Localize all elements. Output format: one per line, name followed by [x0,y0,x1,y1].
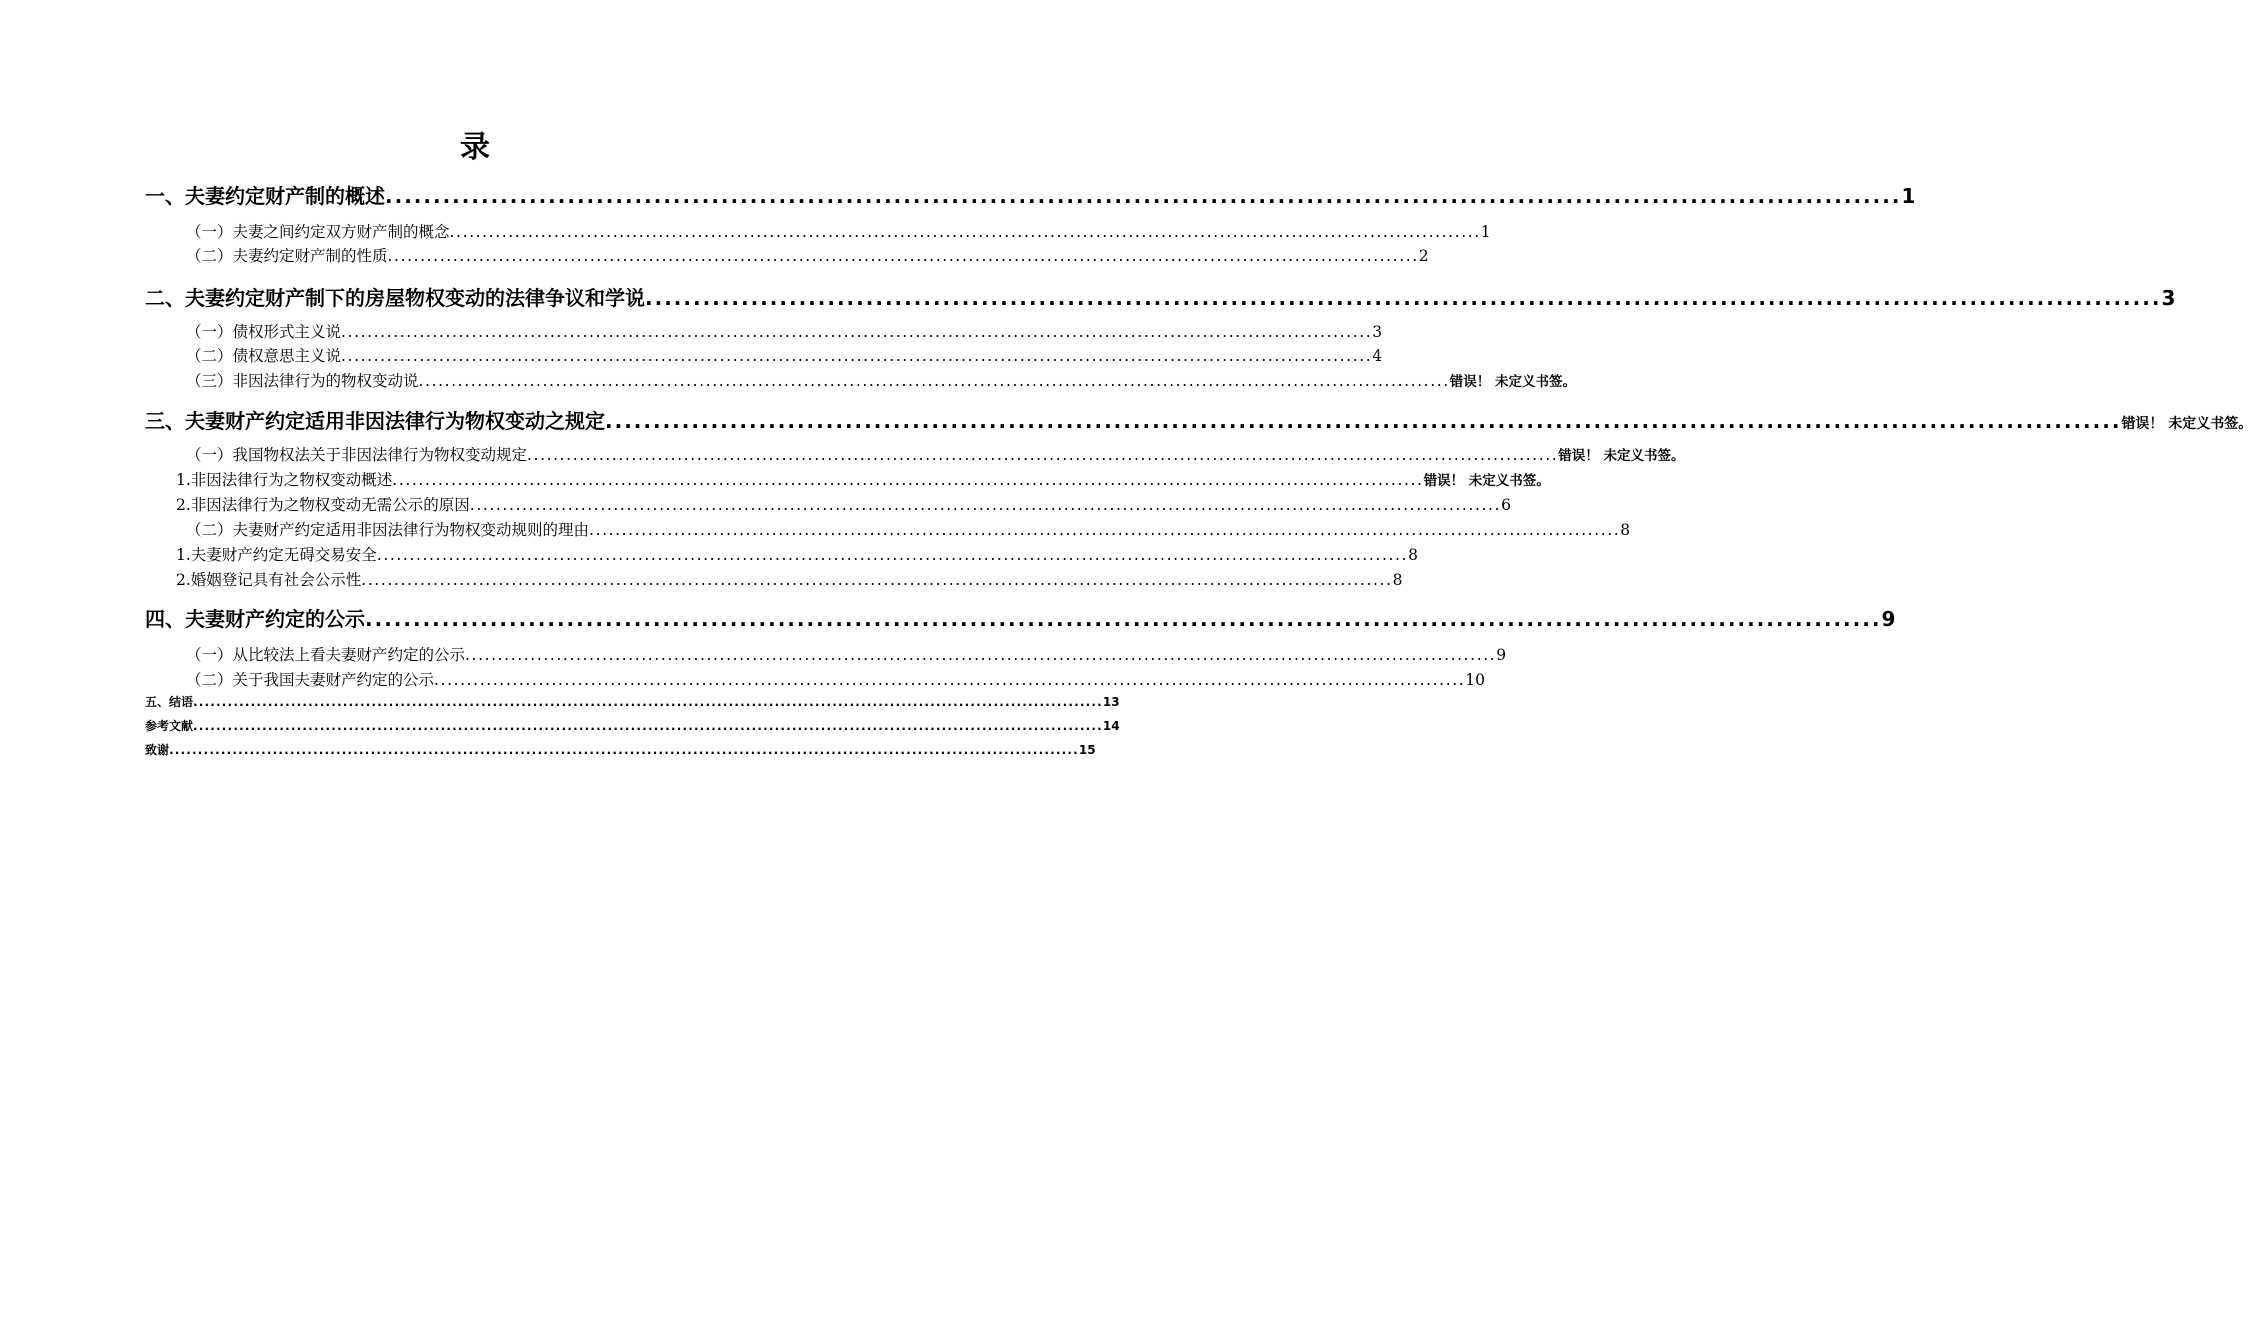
toc-entry-title: （二）夫妻约定财产制的性质 [186,247,388,265]
toc-entry[interactable] [145,717,1120,734]
toc-leader-dots: .............................................................................................................................................................. [365,607,1882,631]
toc-page-number: 13 [1102,695,1120,709]
toc-page-number: 6 [1501,496,1511,514]
toc-entry[interactable] [145,603,1896,632]
toc-entry-title: （一）夫妻之间约定双方财产制的概念 [186,223,450,241]
toc-error-marker: 错误！ 未定义书签。 [1423,473,1550,489]
toc-page-number: 4 [1372,347,1383,365]
toc-leader-dots: .............................................................................................................................................................. [418,372,1450,390]
toc-page-number: 8 [1408,546,1418,564]
toc-leader-dots: .............................................................................................................................................................. [645,286,2162,310]
toc-entry[interactable] [145,405,2252,434]
toc-entry-title: 三、夫妻财产约定适用非因法律行为物权变动之规定 [145,409,605,433]
toc-entry[interactable] [145,180,1916,209]
toc-leader-dots: .............................................................................................................................................................. [376,546,1409,564]
toc-page-number: 3 [1372,323,1383,341]
toc-leader-dots: .............................................................................................................................................................. [469,496,1502,514]
toc-entry-title: （二）债权意思主义说 [186,347,342,365]
toc-leader-dots: .............................................................................................................................................................. [527,446,1559,464]
toc-leader-dots: .............................................................................................................................................................. [465,646,1497,664]
toc-error-marker: 错误！ 未定义书签。 [1449,374,1576,390]
toc-page-number: 14 [1102,719,1120,733]
toc-entry-title: （一）我国物权法关于非因法律行为物权变动规定 [186,446,528,464]
toc-entry[interactable] [145,282,2176,311]
toc-title: 录 [460,130,490,165]
toc-entry-title: （二）关于我国夫妻财产约定的公示 [186,671,435,689]
toc-entry[interactable] [176,493,1511,515]
toc-error-marker: 错误！ 未定义书签。 [1558,448,1685,464]
toc-entry[interactable] [186,369,1576,391]
toc-entry[interactable] [186,244,1429,266]
toc-leader-dots: .............................................................................................................................................................. [589,521,1621,539]
toc-leader-dots: .............................................................................................................................................................. [385,184,1902,208]
toc-page-number: 1 [1480,223,1491,241]
toc-entry-title: 二、夫妻约定财产制下的房屋物权变动的法律争议和学说 [145,286,645,310]
toc-page-number: 15 [1078,743,1096,757]
toc-page-number: 8 [1392,571,1403,589]
toc-entry[interactable] [186,344,1383,366]
toc-entry-title: 致谢 [145,743,170,757]
toc-entry-title: 一、夫妻约定财产制的概述 [145,184,385,208]
toc-leader-dots: .............................................................................................................................................................. [169,743,1079,757]
toc-entry[interactable] [176,568,1403,590]
toc-leader-dots: .............................................................................................................................................................. [434,671,1466,689]
toc-page-number: 9 [1496,646,1507,664]
toc-entry[interactable] [145,693,1120,710]
toc-entry[interactable] [186,668,1486,690]
toc-entry-title: 四、夫妻财产约定的公示 [145,607,365,631]
toc-entry[interactable] [186,220,1491,242]
toc-entry[interactable] [186,643,1507,665]
toc-page-number: 1 [1901,184,1916,208]
toc-entry[interactable] [186,518,1631,540]
toc-page-number: 3 [2161,286,2176,310]
toc-page-number: 8 [1620,521,1631,539]
toc-entry-title: （三）非因法律行为的物权变动说 [186,372,419,390]
toc-entry-title: 2.非因法律行为之物权变动无需公示的原因 [176,496,470,514]
toc-leader-dots: .............................................................................................................................................................. [449,223,1481,241]
toc-entry-title: （二）夫妻财产约定适用非因法律行为物权变动规则的理由 [186,521,590,539]
toc-entry-title: 2.婚姻登记具有社会公示性 [176,571,362,589]
toc-page-number: 10 [1465,671,1486,689]
toc-leader-dots: .............................................................................................................................................................. [605,409,2122,433]
toc-leader-dots: .............................................................................................................................................................. [387,247,1419,265]
toc-entry[interactable] [176,468,1550,490]
toc-entry[interactable] [186,443,1685,465]
toc-leader-dots: .............................................................................................................................................................. [392,471,1424,489]
toc-leader-dots: .............................................................................................................................................................. [341,323,1373,341]
toc-leader-dots: .............................................................................................................................................................. [193,695,1103,709]
toc-entry-title: （一）从比较法上看夫妻财产约定的公示 [186,646,466,664]
toc-entry[interactable] [186,320,1383,342]
toc-entry-title: 1.非因法律行为之物权变动概述 [176,471,393,489]
toc-entry-title: 1.夫妻财产约定无碍交易安全 [176,546,377,564]
toc-entry-title: 参考文献 [145,719,194,733]
toc-entry-title: 五、结语 [145,695,194,709]
toc-page-number: 2 [1418,247,1429,265]
toc-entry-title: （一）债权形式主义说 [186,323,342,341]
toc-leader-dots: .............................................................................................................................................................. [193,719,1103,733]
toc-leader-dots: .............................................................................................................................................................. [341,347,1373,365]
toc-leader-dots: .............................................................................................................................................................. [361,571,1393,589]
toc-entry[interactable] [176,543,1418,565]
toc-entry[interactable] [145,741,1096,758]
toc-page-number: 9 [1881,607,1896,631]
toc-error-marker: 错误！ 未定义书签。 [2121,416,2252,432]
